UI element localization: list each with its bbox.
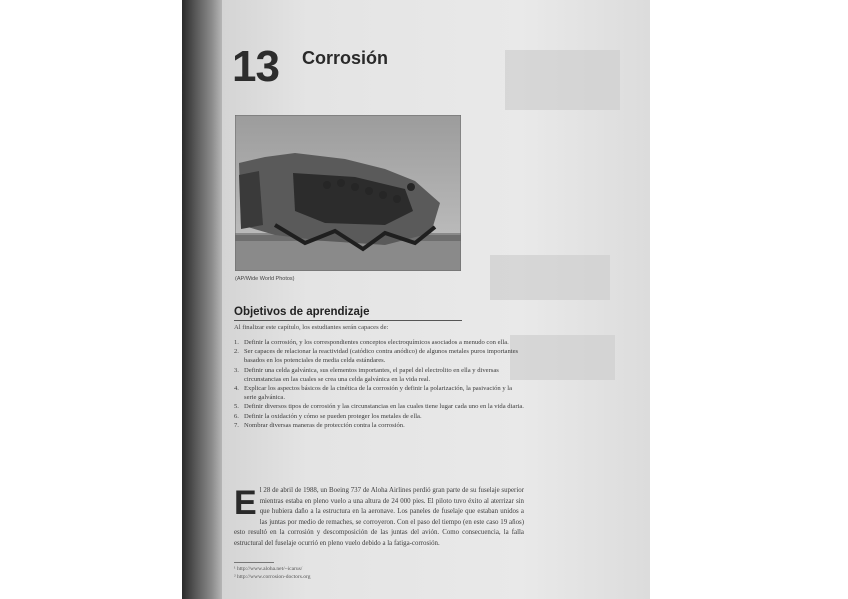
facing-page-edge: e a s n c r o s [182, 70, 186, 216]
show-through-block [505, 50, 620, 110]
footnote-rule [234, 562, 274, 563]
objectives-heading: Objetivos de aprendizaje [234, 306, 370, 318]
aircraft-photo [235, 115, 461, 271]
objectives-intro: Al finalizar este capítulo, los estudiantes serán capaces de: [234, 324, 389, 331]
chapter-title: Corrosión [302, 48, 389, 68]
paragraph-text: l 28 de abril de 1988, un Boeing 737 de Aloha Airlines perdió gran parte de su fuselaje superior mientras estaba en pleno vuelo a una altura de 24 000 pies. El piloto tuvo éxito al aterrizar sin que hubiera daño a la estructura en la aeronave. Los paneles de fuselaje que estaban unidos a las juntas por medio de remaches, se corroyeron. Con el paso del tiempo (en este caso 19 años) esto resultó en la corrosión y descomposición de las juntas del avión. Como consecuencia, la falla estructural del fuselaje ocurrió en pleno vuelo debido a la fatiga-corrosión. [234, 487, 524, 547]
show-through-block [490, 255, 610, 300]
objectives-list [234, 338, 524, 430]
objective-item: 3. Definir una celda galvánica, sus elementos importantes, el papel del electrolito en ella y diversas circunstancias en las cuales se crea una celda galvánica en la vida real. [234, 366, 499, 383]
objective-item: 5. Definir diversos tipos de corrosión y las circunstancias en las cuales tiene lugar cada uno en la vida diaria. [234, 403, 524, 411]
drop-cap: E [234, 484, 257, 522]
objective-item: 7. Nombrar diversas maneras de protección contra la corrosión. [234, 421, 405, 429]
chapter-number: 13 [232, 42, 279, 91]
objective-item: 6. Definir la oxidación y cómo se pueden proteger los metales de ella. [234, 412, 422, 420]
footnote-1: ¹ http://www.aloha.net/~icarus/ [234, 566, 303, 572]
objective-item: 1. Definir la corrosión, y los correspondientes conceptos electroquímicos asociados a menudo con ella. [234, 339, 509, 346]
show-through-block [510, 335, 615, 380]
heading-rule [234, 320, 462, 321]
objective-item: 2. Ser capaces de relacionar la reactividad (catódico contra anódico) de algunos metales puros importantes basados en los potenciales de media celda estándares. [234, 348, 519, 365]
intro-paragraph [234, 486, 524, 550]
photo-credit: (AP/Wide World Photos) [235, 276, 295, 282]
objective-item: 4. Explicar los aspectos básicos de la cinética de la corrosión y definir la polarización, la pasivación y la serie galvánica. [234, 385, 513, 402]
footnote-2: ² http://www.corrosion-doctors.org [234, 574, 311, 580]
